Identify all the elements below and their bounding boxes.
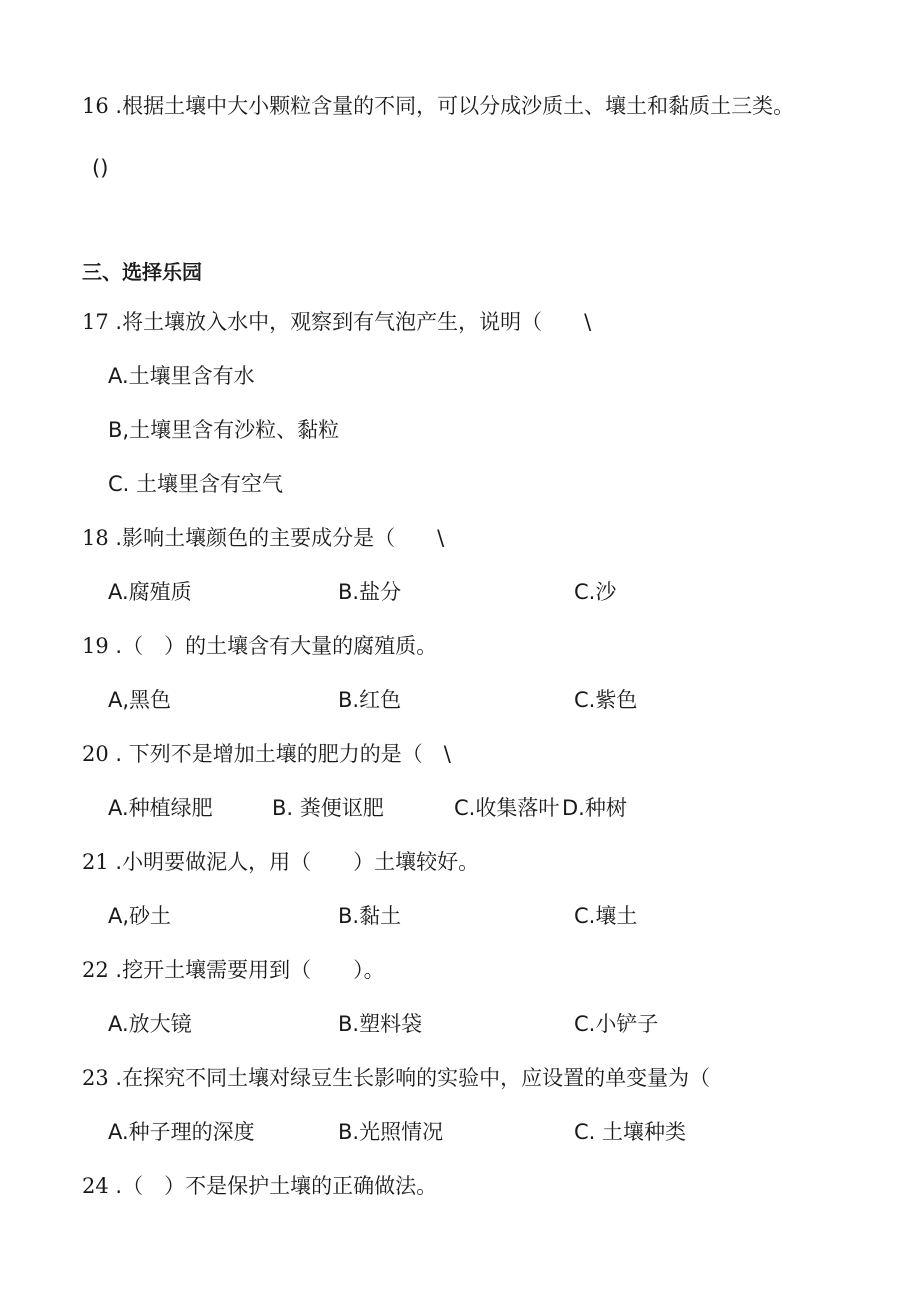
question-22 (82, 956, 385, 984)
option-b: B.红色 (338, 688, 402, 712)
option-d: D.种树 (562, 796, 627, 820)
option-b: B.光照情况 (338, 1120, 444, 1144)
option-c: C.紫色 (574, 688, 638, 712)
option-b: B.盐分 (338, 580, 402, 604)
option-a: A,黑色 (108, 688, 172, 712)
section-heading: 三、选择乐园 (82, 260, 202, 284)
option-a: A.放大镜 (108, 1012, 192, 1036)
option-c: C.收集落叶 (454, 796, 560, 820)
question-text: .（ ）不是保护土壤的正确做法。 (108, 1174, 438, 1198)
question-20 (82, 740, 451, 768)
question-number: 16 (82, 94, 109, 118)
option-c: C. 土壤种类 (574, 1120, 687, 1144)
option-b: B. 粪便讴肥 (272, 796, 384, 820)
question-text: .将土壤放入水中，观察到有气泡产生，说明（ \ (108, 310, 592, 334)
option-a: A.土壤里含有水 (108, 364, 255, 388)
option-b: B.塑料袋 (338, 1012, 423, 1036)
question-number: 24 (82, 1174, 109, 1198)
question-19 (82, 632, 437, 660)
question-text: .（ ）的土壤含有大量的腐殖质。 (108, 634, 438, 658)
option-c: C.小铲子 (574, 1012, 659, 1036)
option-b: B.黏土 (338, 904, 402, 928)
option-a: A,砂土 (108, 904, 172, 928)
question-text: .根据土壤中大小颗粒含量的不同，可以分成沙质土、壤土和黏质土三类。 (108, 94, 795, 118)
question-24 (82, 1172, 437, 1200)
question-number: 18 (82, 526, 109, 550)
question-23 (82, 1064, 710, 1092)
answer-blank: () (92, 156, 109, 180)
option-c: C.沙 (574, 580, 617, 604)
question-number: 19 (82, 634, 109, 658)
question-number: 21 (82, 850, 109, 874)
question-number: 17 (82, 310, 109, 334)
question-text: .在探究不同土壤对绿豆生长影响的实验中，应设置的单变量为（ (108, 1066, 711, 1090)
question-text: . 下列不是增加土壤的肥力的是（ \ (108, 742, 451, 766)
question-18 (82, 524, 444, 552)
option-c: C. 土壤里含有空气 (108, 472, 284, 496)
question-21 (82, 848, 479, 876)
question-16 (82, 92, 794, 120)
option-c: C.壤土 (574, 904, 638, 928)
option-a: A.种子理的深度 (108, 1120, 255, 1144)
question-text: .影响土壤颜色的主要成分是（ \ (108, 526, 445, 550)
option-b: B,土壤里含有沙粒、黏粒 (108, 418, 340, 442)
option-a: A.种植绿肥 (108, 796, 213, 820)
question-17 (82, 308, 591, 336)
question-number: 22 (82, 958, 109, 982)
question-number: 20 (82, 742, 109, 766)
question-text: .挖开土壤需要用到（ ）。 (108, 958, 385, 982)
question-number: 23 (82, 1066, 109, 1090)
question-text: .小明要做泥人，用（ ）土壤较好。 (108, 850, 480, 874)
option-a: A.腐殖质 (108, 580, 192, 604)
